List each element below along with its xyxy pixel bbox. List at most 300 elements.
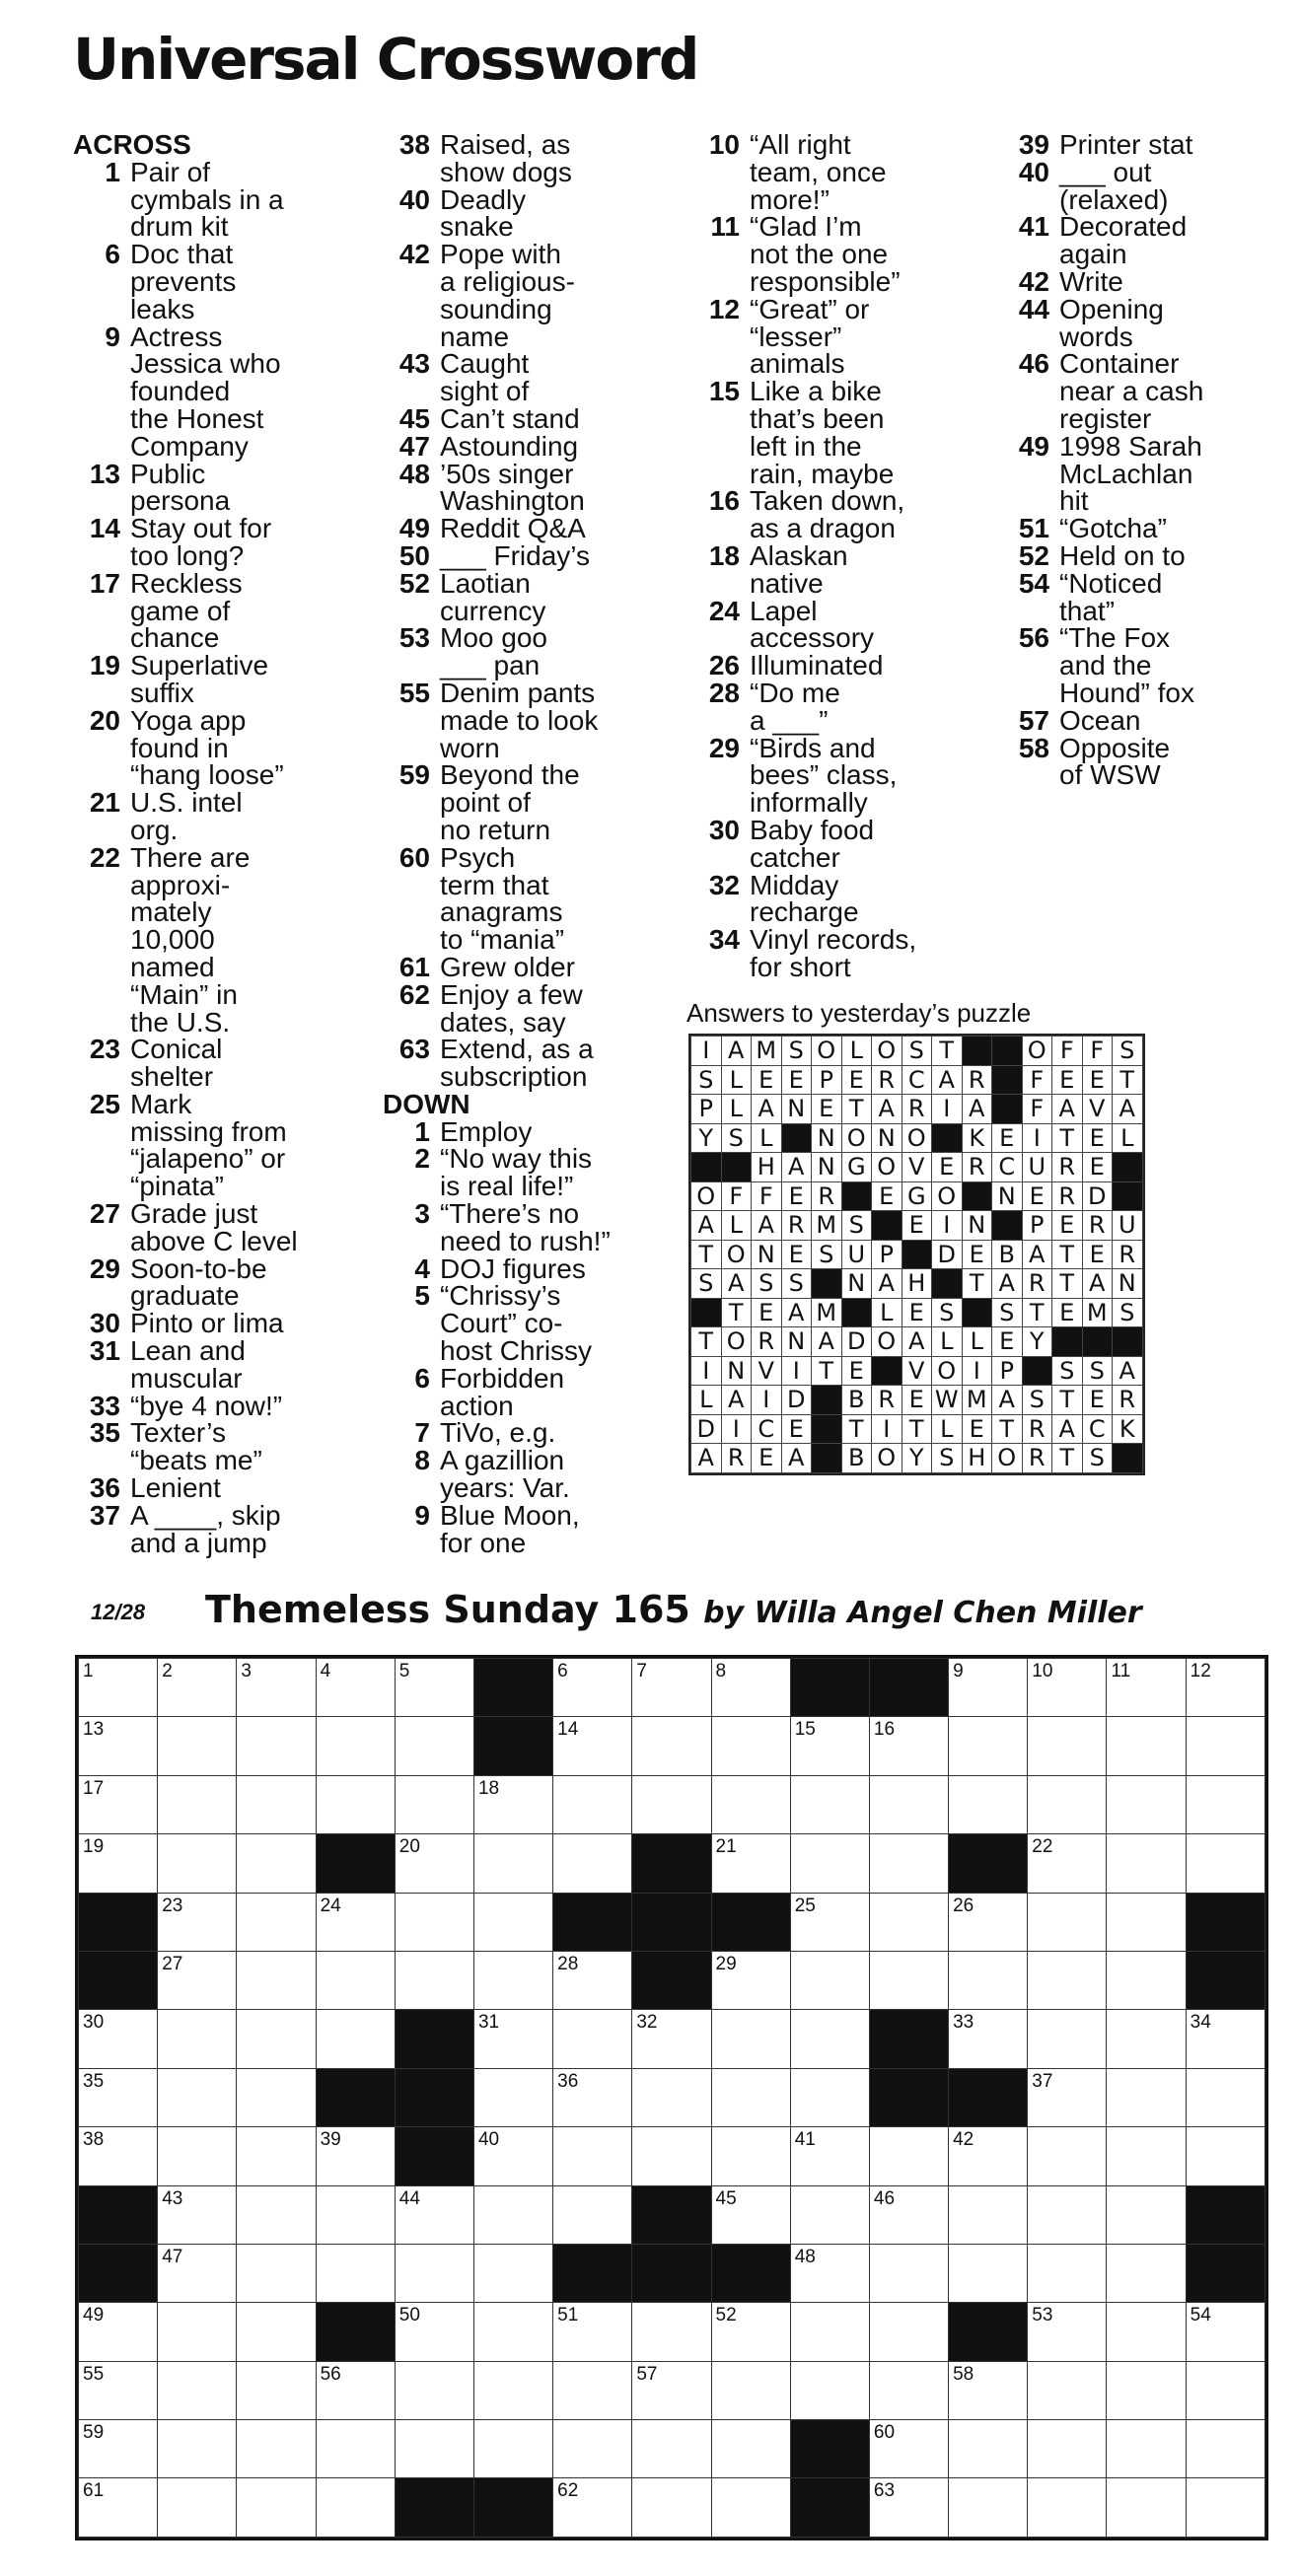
- clue-item: [383, 1036, 679, 1091]
- grid-cell[interactable]: [553, 2185, 632, 2244]
- grid-cell[interactable]: [711, 2361, 790, 2419]
- grid-cell[interactable]: [79, 1717, 158, 1775]
- clue-text: Lean and: [130, 1335, 246, 1367]
- grid-cell[interactable]: [711, 1659, 790, 1717]
- grid-cell[interactable]: [158, 2478, 237, 2537]
- answer-cell: N: [962, 1211, 992, 1241]
- grid-cell[interactable]: [395, 1951, 473, 2009]
- grid-cell[interactable]: [790, 2244, 869, 2302]
- grid-cell[interactable]: [395, 1775, 473, 1833]
- grid-cell[interactable]: [158, 2068, 237, 2126]
- clue-text: persona: [130, 485, 231, 517]
- grid-cell[interactable]: [237, 2478, 316, 2537]
- grid-cell[interactable]: [395, 1659, 473, 1717]
- grid-cell[interactable]: [1107, 2303, 1186, 2361]
- grid-cell[interactable]: [79, 1834, 158, 1893]
- grid-cell[interactable]: [790, 2010, 869, 2068]
- answer-cell: E: [1082, 1386, 1113, 1415]
- clue-item: [383, 1280, 679, 1367]
- answer-cell: L: [962, 1327, 992, 1357]
- grid-cell[interactable]: [1107, 1659, 1186, 1717]
- answer-cell: I: [872, 1414, 902, 1444]
- answer-cell: B: [992, 1240, 1023, 1269]
- cell-number: 25: [794, 1895, 816, 1916]
- grid-cell[interactable]: [790, 1775, 869, 1833]
- clue-text: Grade just: [130, 1198, 258, 1230]
- clue-item: [692, 869, 988, 928]
- answer-cell: P: [992, 1356, 1023, 1386]
- answer-cell: R: [812, 1181, 842, 1211]
- grid-cell[interactable]: [237, 2068, 316, 2126]
- grid-cell[interactable]: [949, 2010, 1028, 2068]
- clue-text: Opening: [1059, 293, 1164, 324]
- clue-column-3: [692, 131, 988, 981]
- grid-cell[interactable]: [553, 1775, 632, 1833]
- grid-cell[interactable]: [553, 2420, 632, 2478]
- grid-cell[interactable]: [395, 2361, 473, 2419]
- grid-cell[interactable]: [1028, 2361, 1107, 2419]
- grid-cell[interactable]: [1107, 1893, 1186, 1951]
- grid-cell[interactable]: [158, 1951, 237, 2009]
- clue-text: worn: [440, 732, 500, 763]
- grid-cell[interactable]: [1028, 2303, 1107, 2361]
- grid-cell[interactable]: [711, 1717, 790, 1775]
- answer-cell: I: [932, 1211, 963, 1241]
- grid-cell[interactable]: [869, 1893, 948, 1951]
- grid-cell[interactable]: [1028, 2127, 1107, 2185]
- cell-number: 24: [320, 1895, 341, 1916]
- grid-cell[interactable]: [237, 1659, 316, 1717]
- grid-cell[interactable]: [632, 2478, 711, 2537]
- grid-cell[interactable]: [553, 2303, 632, 2361]
- grid-cell[interactable]: [158, 2127, 237, 2185]
- answer-cell: O: [841, 1123, 872, 1153]
- clue-text: and a jump: [130, 1527, 267, 1558]
- grid-block: [711, 1893, 790, 1951]
- grid-cell[interactable]: [1107, 2068, 1186, 2126]
- clue-text: “lesser”: [750, 321, 842, 352]
- clue-text: leaks: [130, 293, 195, 324]
- grid-cell[interactable]: [869, 2127, 948, 2185]
- grid-cell[interactable]: [473, 1951, 552, 2009]
- grid-block: [553, 2244, 632, 2302]
- cell-number: 57: [636, 2363, 658, 2385]
- grid-cell[interactable]: [553, 2361, 632, 2419]
- grid-cell[interactable]: [158, 2420, 237, 2478]
- grid-cell[interactable]: [473, 1775, 552, 1833]
- grid-cell[interactable]: [790, 1951, 869, 2009]
- clue-text: Reddit Q&A: [440, 513, 586, 544]
- clue-text: Conical: [130, 1034, 223, 1065]
- grid-cell[interactable]: [237, 1951, 316, 2009]
- grid-cell[interactable]: [316, 1659, 395, 1717]
- answer-cell: R: [1052, 1153, 1083, 1182]
- grid-cell[interactable]: [1186, 2068, 1264, 2126]
- grid-cell[interactable]: [869, 1775, 948, 1833]
- grid-cell[interactable]: [473, 2361, 552, 2419]
- answer-cell: Y: [691, 1123, 722, 1153]
- grid-cell[interactable]: [711, 2478, 790, 2537]
- grid-cell[interactable]: [473, 2420, 552, 2478]
- grid-cell[interactable]: [553, 1951, 632, 2009]
- grid-cell[interactable]: [473, 2127, 552, 2185]
- clue-text: Opposite: [1059, 732, 1171, 763]
- grid-cell[interactable]: [949, 2127, 1028, 2185]
- cell-number: 58: [953, 2363, 974, 2385]
- grid-cell[interactable]: [79, 1659, 158, 1717]
- clue-item: [383, 1145, 679, 1200]
- grid-cell[interactable]: [237, 1834, 316, 1893]
- answer-cell: E: [841, 1356, 872, 1386]
- grid-cell[interactable]: [1028, 1951, 1107, 2009]
- grid-cell[interactable]: [790, 2068, 869, 2126]
- grid-cell[interactable]: [237, 2185, 316, 2244]
- answer-cell: R: [902, 1095, 932, 1124]
- cell-number: 63: [873, 2480, 896, 2502]
- grid-cell[interactable]: [632, 2303, 711, 2361]
- grid-cell[interactable]: [316, 2420, 395, 2478]
- answer-cell: L: [932, 1414, 963, 1444]
- grid-cell[interactable]: [1186, 1659, 1264, 1717]
- grid-cell[interactable]: [1028, 2185, 1107, 2244]
- grid-cell[interactable]: [711, 2010, 790, 2068]
- grid-cell[interactable]: [1028, 1834, 1107, 1893]
- clue-text: ___ out: [1059, 156, 1152, 187]
- grid-cell[interactable]: [1186, 1717, 1264, 1775]
- grid-cell[interactable]: [316, 1951, 395, 2009]
- grid-cell[interactable]: [632, 2361, 711, 2419]
- clue-text: “The Fox: [1059, 622, 1171, 654]
- grid-cell[interactable]: [949, 1893, 1028, 1951]
- grid-cell[interactable]: [316, 2244, 395, 2302]
- grid-cell[interactable]: [553, 2010, 632, 2068]
- clue-item: [1002, 567, 1298, 626]
- grid-cell[interactable]: [395, 1893, 473, 1951]
- clue-text: Public: [130, 458, 206, 489]
- grid-cell[interactable]: [316, 2185, 395, 2244]
- grid-cell[interactable]: [949, 1951, 1028, 2009]
- grid-cell[interactable]: [553, 2127, 632, 2185]
- grid-cell[interactable]: [316, 2127, 395, 2185]
- grid-cell[interactable]: [1107, 2478, 1186, 2537]
- grid-cell[interactable]: [237, 2244, 316, 2302]
- grid-cell[interactable]: [316, 2010, 395, 2068]
- answer-cell: I: [932, 1095, 963, 1124]
- clue-item: [73, 567, 369, 654]
- grid-cell[interactable]: [158, 2361, 237, 2419]
- clue-text: Superlative: [130, 650, 269, 681]
- grid-cell[interactable]: [158, 2303, 237, 2361]
- grid-cell[interactable]: [1107, 2361, 1186, 2419]
- grid-cell[interactable]: [869, 2303, 948, 2361]
- grid-cell[interactable]: [316, 1775, 395, 1833]
- grid-cell[interactable]: [1028, 1775, 1107, 1833]
- clue-number: 49: [1018, 430, 1049, 462]
- grid-cell[interactable]: [316, 2361, 395, 2419]
- grid-cell[interactable]: [395, 2185, 473, 2244]
- answer-block: [812, 1444, 842, 1473]
- answer-cell: A: [932, 1065, 963, 1095]
- grid-cell[interactable]: [158, 1775, 237, 1833]
- grid-cell[interactable]: [1186, 2010, 1264, 2068]
- answer-cell: G: [841, 1153, 872, 1182]
- answer-cell: E: [781, 1065, 812, 1095]
- clue-text: “Gotcha”: [1059, 513, 1167, 544]
- clue-text: Taken down,: [750, 485, 905, 517]
- answer-block: [872, 1356, 902, 1386]
- clue-text: for short: [750, 951, 851, 982]
- grid-cell[interactable]: [316, 2478, 395, 2537]
- grid-cell[interactable]: [473, 1893, 552, 1951]
- grid-cell[interactable]: [790, 2127, 869, 2185]
- clue-text: “All right: [750, 129, 851, 160]
- answer-cell: F: [1022, 1095, 1052, 1124]
- grid-cell[interactable]: [1107, 2127, 1186, 2185]
- grid-cell[interactable]: [553, 1834, 632, 1893]
- grid-cell[interactable]: [553, 2478, 632, 2537]
- grid-cell[interactable]: [158, 1834, 237, 1893]
- grid-block: [949, 1834, 1028, 1893]
- grid-cell[interactable]: [711, 1834, 790, 1893]
- grid-cell[interactable]: [395, 2244, 473, 2302]
- answer-cell: N: [721, 1356, 752, 1386]
- grid-cell[interactable]: [1028, 2420, 1107, 2478]
- grid-cell[interactable]: [316, 1893, 395, 1951]
- grid-cell[interactable]: [1107, 1951, 1186, 2009]
- grid-cell[interactable]: [553, 2068, 632, 2126]
- clue-text: A gazillion: [440, 1445, 565, 1476]
- grid-cell[interactable]: [237, 2420, 316, 2478]
- grid-cell[interactable]: [1186, 2127, 1264, 2185]
- grid-cell[interactable]: [949, 1775, 1028, 1833]
- grid-cell[interactable]: [869, 1834, 948, 1893]
- clue-text: again: [1059, 239, 1127, 270]
- grid-cell[interactable]: [79, 1775, 158, 1833]
- grid-cell[interactable]: [711, 2127, 790, 2185]
- grid-cell[interactable]: [632, 1659, 711, 1717]
- clue-number: 59: [398, 759, 430, 791]
- grid-cell[interactable]: [473, 2244, 552, 2302]
- grid-cell[interactable]: [395, 1717, 473, 1775]
- clue-text: Can’t stand: [440, 402, 580, 434]
- clue-text: Decorated: [1059, 211, 1188, 243]
- grid-cell[interactable]: [1186, 2478, 1264, 2537]
- grid-cell[interactable]: [632, 1775, 711, 1833]
- grid-cell[interactable]: [711, 2185, 790, 2244]
- grid-cell[interactable]: [79, 2068, 158, 2126]
- answer-cell: S: [1113, 1037, 1143, 1066]
- grid-cell[interactable]: [1107, 1775, 1186, 1833]
- clue-number: 29: [89, 1252, 120, 1284]
- grid-cell[interactable]: [632, 2420, 711, 2478]
- grid-cell[interactable]: [869, 2420, 948, 2478]
- clue-item: [1002, 265, 1298, 297]
- grid-cell[interactable]: [711, 2068, 790, 2126]
- grid-cell[interactable]: [473, 2010, 552, 2068]
- grid-cell[interactable]: [79, 2303, 158, 2361]
- answer-block: [812, 1386, 842, 1415]
- grid-cell[interactable]: [711, 2420, 790, 2478]
- clue-text: hit: [1059, 485, 1089, 517]
- grid-cell[interactable]: [1186, 1775, 1264, 1833]
- answer-cell: L: [721, 1095, 752, 1124]
- answer-cell: D: [691, 1414, 722, 1444]
- answer-cell: V: [1082, 1095, 1113, 1124]
- grid-cell[interactable]: [632, 2068, 711, 2126]
- clue-text: words: [1059, 321, 1133, 352]
- answer-cell: L: [872, 1298, 902, 1327]
- answer-cell: L: [841, 1037, 872, 1066]
- grid-block: [869, 2010, 948, 2068]
- grid-cell[interactable]: [473, 2185, 552, 2244]
- grid-cell[interactable]: [1028, 2478, 1107, 2537]
- clue-text: Blue Moon,: [440, 1499, 580, 1531]
- grid-cell[interactable]: [1028, 2068, 1107, 2126]
- grid-cell[interactable]: [1107, 2185, 1186, 2244]
- grid-cell[interactable]: [949, 2244, 1028, 2302]
- grid-cell[interactable]: [632, 2127, 711, 2185]
- grid-cell[interactable]: [869, 1951, 948, 2009]
- grid-cell[interactable]: [1186, 1834, 1264, 1893]
- grid-cell[interactable]: [869, 2361, 948, 2419]
- grid-cell[interactable]: [711, 2303, 790, 2361]
- grid-cell[interactable]: [237, 2303, 316, 2361]
- grid-cell[interactable]: [1028, 1717, 1107, 1775]
- grid-cell[interactable]: [1186, 2303, 1264, 2361]
- clue-text: “There’s no: [440, 1198, 580, 1230]
- grid-cell[interactable]: [1107, 2244, 1186, 2302]
- grid-cell[interactable]: [869, 2185, 948, 2244]
- clue-item: [383, 1252, 679, 1284]
- grid-cell[interactable]: [1107, 1717, 1186, 1775]
- clue-text: animals: [750, 348, 845, 380]
- cell-number: 7: [636, 1661, 647, 1682]
- grid-cell[interactable]: [949, 2420, 1028, 2478]
- answer-block: [992, 1065, 1023, 1095]
- grid-cell[interactable]: [473, 2068, 552, 2126]
- grid-cell[interactable]: [790, 2185, 869, 2244]
- grid-cell[interactable]: [237, 1775, 316, 1833]
- grid-cell[interactable]: [79, 2010, 158, 2068]
- answer-cell: K: [962, 1123, 992, 1153]
- grid-cell[interactable]: [1107, 2010, 1186, 2068]
- grid-cell[interactable]: [473, 2303, 552, 2361]
- grid-cell[interactable]: [949, 1659, 1028, 1717]
- grid-cell[interactable]: [949, 2185, 1028, 2244]
- answer-cell: E: [902, 1386, 932, 1415]
- answer-cell: R: [1113, 1240, 1143, 1269]
- grid-cell[interactable]: [395, 1834, 473, 1893]
- grid-cell[interactable]: [1107, 1834, 1186, 1893]
- answer-block: [872, 1211, 902, 1241]
- clue-text: Midday: [750, 869, 839, 900]
- grid-cell[interactable]: [395, 2303, 473, 2361]
- grid-cell[interactable]: [237, 2127, 316, 2185]
- grid-cell[interactable]: [1186, 2420, 1264, 2478]
- grid-cell[interactable]: [1186, 2361, 1264, 2419]
- grid-cell[interactable]: [632, 1717, 711, 1775]
- grid-cell[interactable]: [790, 2361, 869, 2419]
- grid-cell[interactable]: [237, 1893, 316, 1951]
- clue-item: [73, 323, 369, 461]
- cell-number: 48: [794, 2246, 816, 2267]
- clue-number: 7: [414, 1417, 430, 1449]
- grid-cell[interactable]: [1028, 2244, 1107, 2302]
- grid-cell[interactable]: [79, 2478, 158, 2537]
- grid-cell[interactable]: [158, 2185, 237, 2244]
- grid-cell[interactable]: [1028, 2010, 1107, 2068]
- clue-number: 20: [89, 704, 120, 736]
- grid-cell[interactable]: [1028, 1659, 1107, 1717]
- grid-cell[interactable]: [790, 2303, 869, 2361]
- grid-cell[interactable]: [949, 1717, 1028, 1775]
- answer-cell: A: [1113, 1095, 1143, 1124]
- grid-cell[interactable]: [79, 2127, 158, 2185]
- clue-number: 58: [1018, 732, 1049, 763]
- grid-cell[interactable]: [473, 1834, 552, 1893]
- grid-cell[interactable]: [395, 2420, 473, 2478]
- grid-block: [395, 2010, 473, 2068]
- grid-cell[interactable]: [869, 2478, 948, 2537]
- grid-cell[interactable]: [949, 2361, 1028, 2419]
- grid-cell[interactable]: [79, 2420, 158, 2478]
- grid-cell[interactable]: [158, 1893, 237, 1951]
- grid-cell[interactable]: [790, 1717, 869, 1775]
- grid-cell[interactable]: [790, 1834, 869, 1893]
- answer-cell: T: [841, 1414, 872, 1444]
- grid-cell[interactable]: [79, 2361, 158, 2419]
- grid-cell[interactable]: [237, 1717, 316, 1775]
- answer-cell: L: [721, 1211, 752, 1241]
- cell-number: 4: [320, 1661, 331, 1682]
- clue-text: action: [440, 1390, 514, 1421]
- grid-cell[interactable]: [790, 1893, 869, 1951]
- answer-cell: L: [752, 1123, 782, 1153]
- clue-item: [1002, 293, 1298, 352]
- grid-cell[interactable]: [1107, 2420, 1186, 2478]
- grid-cell[interactable]: [553, 1659, 632, 1717]
- grid-cell[interactable]: [711, 1951, 790, 2009]
- grid-cell[interactable]: [632, 2010, 711, 2068]
- grid-cell[interactable]: [1028, 1893, 1107, 1951]
- grid-cell[interactable]: [237, 2010, 316, 2068]
- grid-cell[interactable]: [316, 1717, 395, 1775]
- clue-number: 60: [398, 841, 430, 873]
- clue-text: Baby food: [750, 814, 875, 845]
- answer-cell: U: [1113, 1211, 1143, 1241]
- grid-cell[interactable]: [711, 1775, 790, 1833]
- grid-cell[interactable]: [869, 1717, 948, 1775]
- clue-text: a religious-: [440, 265, 575, 297]
- answer-cell: P: [1022, 1211, 1052, 1241]
- clue-text: Forbidden: [440, 1362, 565, 1394]
- clue-number: 15: [708, 376, 740, 407]
- grid-cell[interactable]: [158, 1659, 237, 1717]
- clue-number: 24: [708, 595, 740, 626]
- grid-cell[interactable]: [158, 2010, 237, 2068]
- grid-cell[interactable]: [158, 1717, 237, 1775]
- grid-cell[interactable]: [949, 2478, 1028, 2537]
- clue-number: 6: [414, 1362, 430, 1394]
- answer-cell: T: [812, 1356, 842, 1386]
- grid-cell[interactable]: [869, 2244, 948, 2302]
- clue-text: 10,000: [130, 924, 215, 956]
- grid-cell[interactable]: [237, 2361, 316, 2419]
- grid-cell[interactable]: [158, 2244, 237, 2302]
- answer-block: [812, 1414, 842, 1444]
- grid-cell[interactable]: [553, 1717, 632, 1775]
- answer-cell: T: [1052, 1269, 1083, 1299]
